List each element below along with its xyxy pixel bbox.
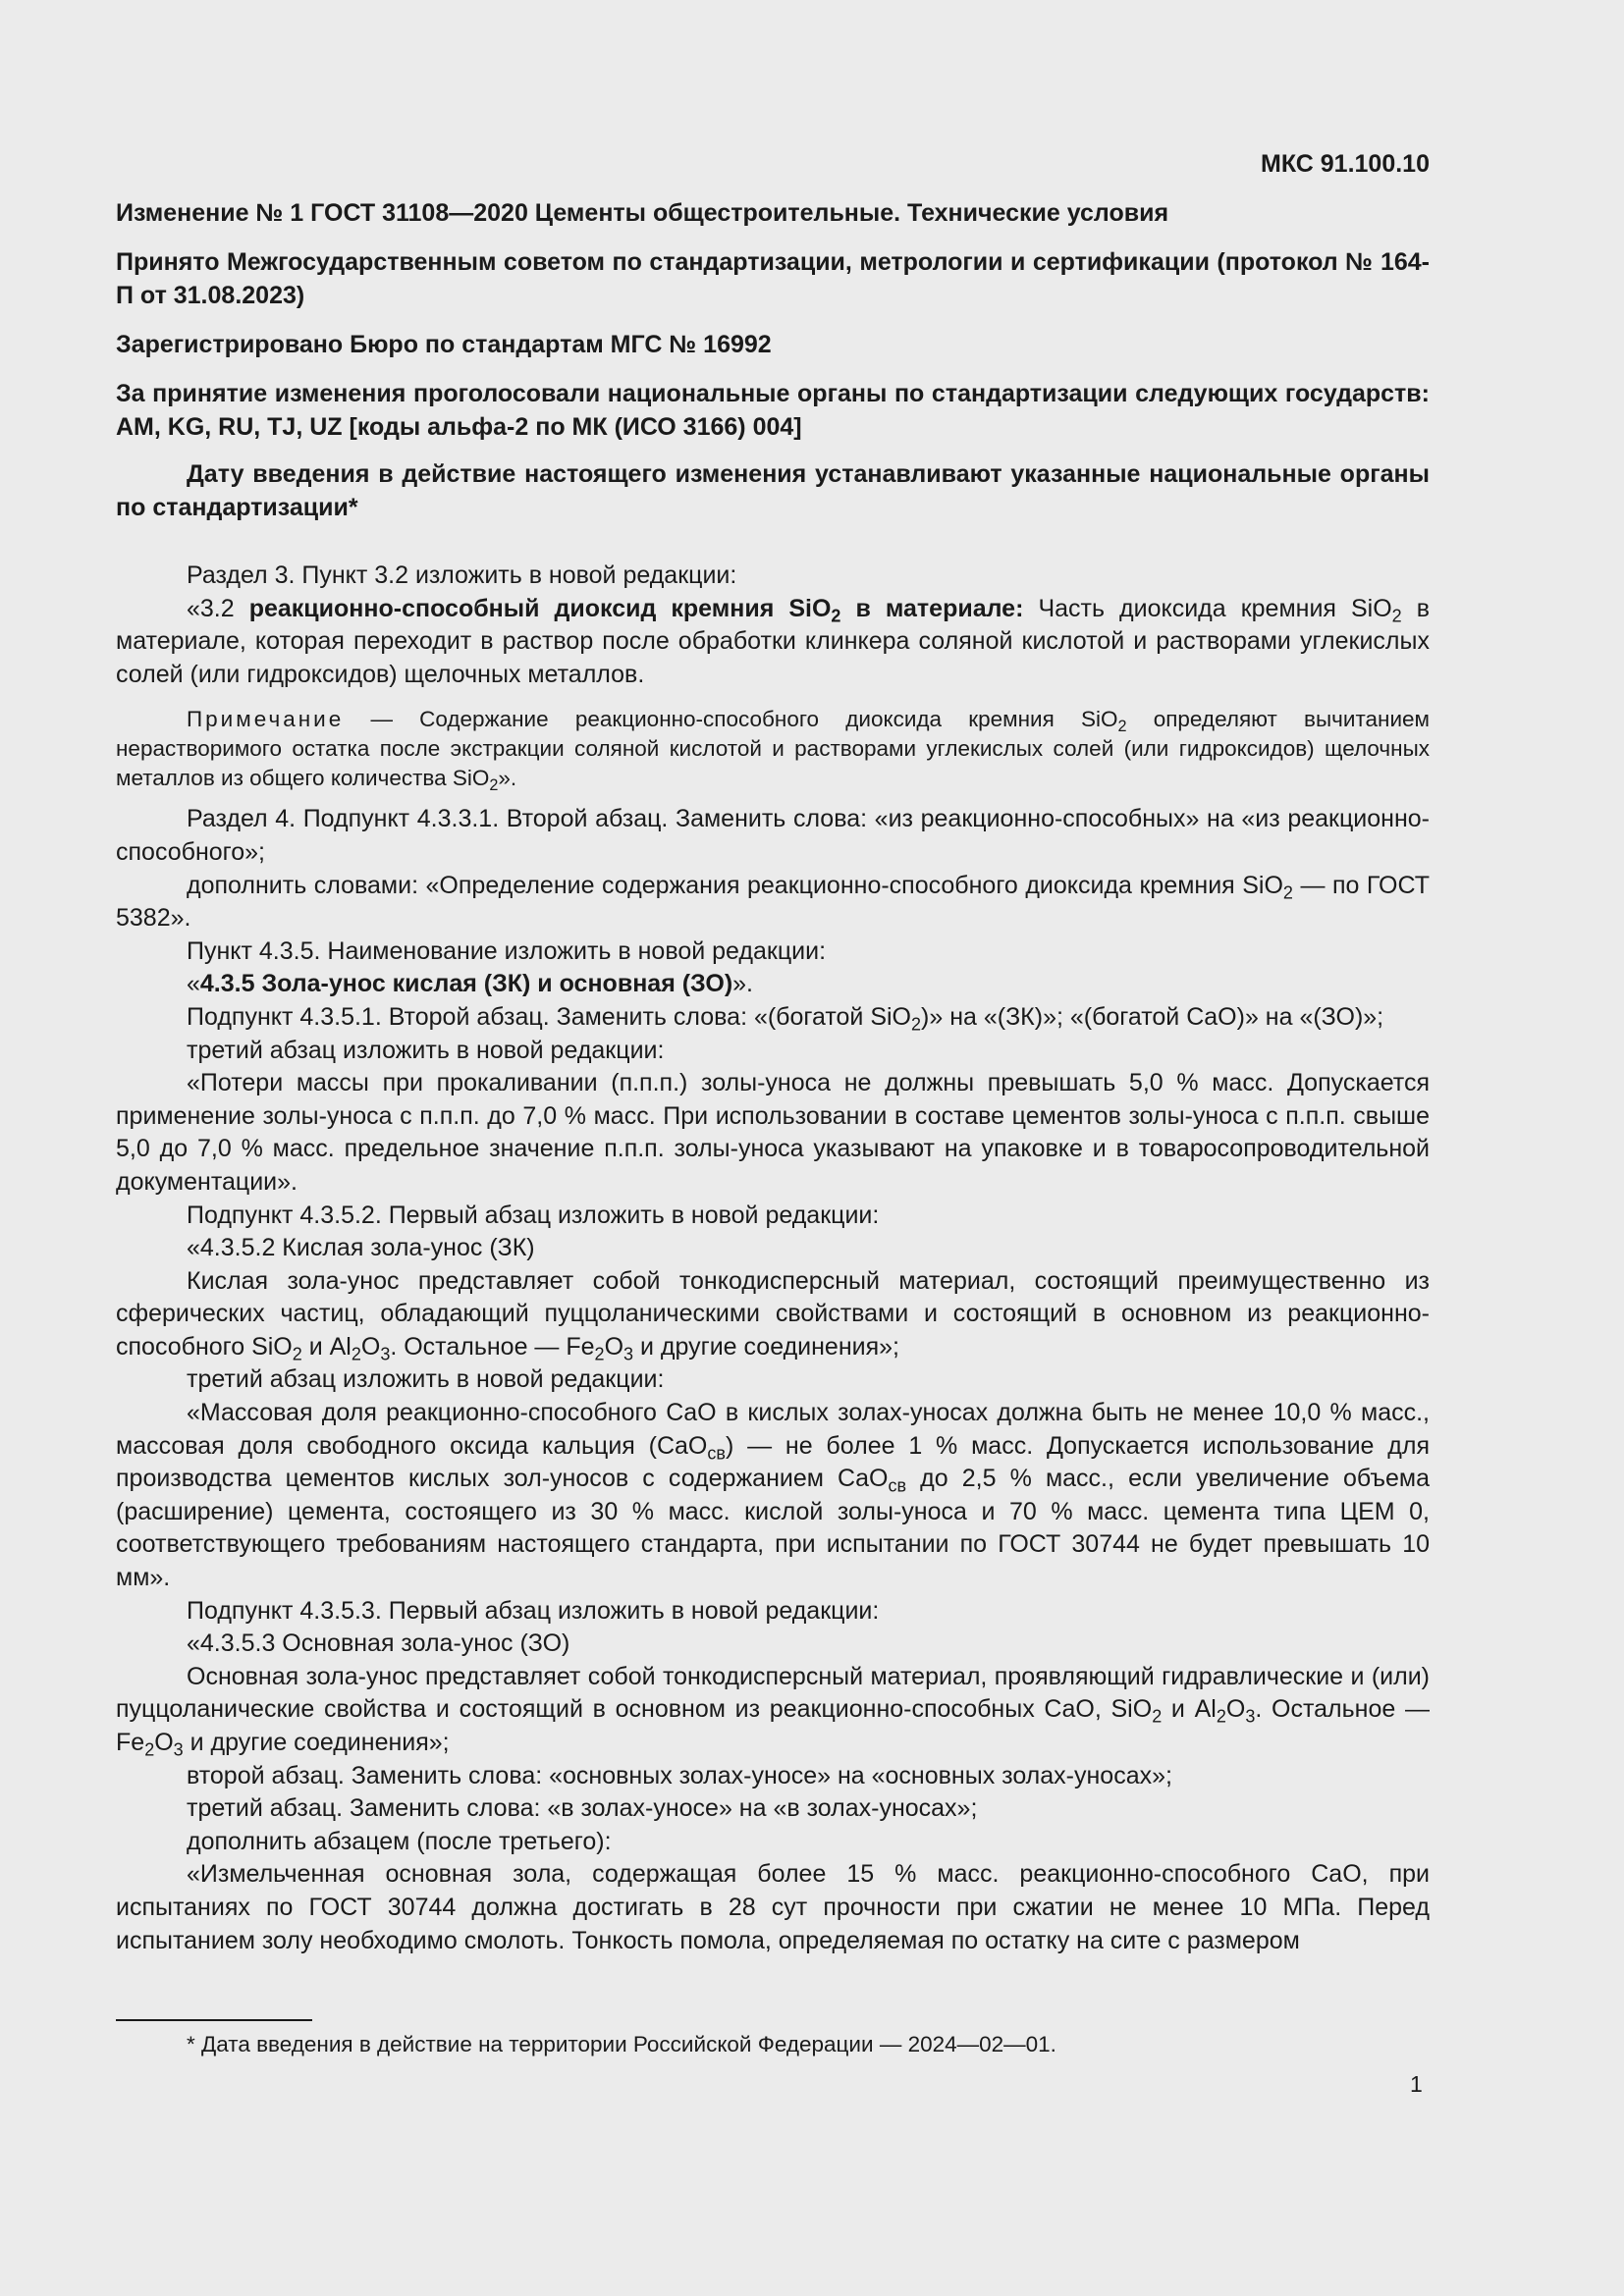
paragraph: Подпункт 4.3.5.2. Первый абзац изложить в новой редакции: xyxy=(187,1201,880,1229)
paragraph: Кислая зола-унос представляет собой тонкодисперсный материал, состоящий преимущественно из сферических частиц, обладающий пуццоланическими свойствами и состоящий в основном из реакционно-способного SiO$_2$ и $Al_2O_3$. Остальное — $Fe_2O_3$ и другие соединения»; xyxy=(116,1266,1430,1364)
paragraph: второй абзац. Заменить слова: «основных золах-уносе» на «основных золах-уносах»; xyxy=(187,1761,1172,1789)
paragraph: третий абзац изложить в новой редакции: xyxy=(187,1365,665,1394)
paragraph: «4.3.5.3 Основная зола-унос (ЗО) xyxy=(187,1629,570,1658)
paragraph: Подпункт 4.3.5.1. Второй абзац. Заменить слова: «(богатой SiO$_2$)» на «(ЗК)»; «(богатой CaO)» на «(ЗО)»; xyxy=(187,1002,1384,1035)
paragraph: третий абзац. Заменить слова: «в золах-уносе» на «в золах-уносах»; xyxy=(187,1794,978,1823)
paragraph: «Массовая доля реакционно-способного CaO в кислых золах-уносах должна быть не менее 10,0 % масс., массовая доля свободного оксида кальция (CaO$_{св}$) — не более 1 % масс. Допускается использование для производства цементов кислых зол-уносов с содержанием CaO$_{св}$ до 2,5 % масс., если увеличение объема (расширение) цемента, состоящего из 30 % масс. кислой золы-уноса и 70 % масс. цемента типа ЦЕМ 0, соответствующего требованиям настоящего стандарта, при испытании по ГОСТ 30744 не будет превышать 10 мм». xyxy=(116,1399,1430,1592)
paragraph: дополнить абзацем (после третьего): xyxy=(187,1827,612,1855)
paragraph: третий абзац изложить в новой редакции: xyxy=(187,1036,665,1064)
paragraph: «4.3.5.2 Кислая зола-унос (ЗК) xyxy=(187,1234,535,1262)
paragraph-definition: «3.2 реакционно-способный диоксид кремния SiO$_2$ в материале: Часть диоксида кремния SiO$_2$ в материале, которая переходит в раствор после обработки клинкера соляной кислотой и растворами углекислых солей (или гидроксидов) щелочных металлов. xyxy=(116,594,1431,688)
mks-code: МКС 91.100.10 xyxy=(1261,150,1430,178)
paragraph: Основная зола-унос представляет собой тонкодисперсный материал, проявляющий гидравлические и (или) пуццоланические свойства и состоящий в основном из реакционно-способных CaO, SiO$_2$ и $Al_2O_3$. Остальное — $Fe_2O_3$ и другие соединения»; xyxy=(116,1662,1430,1760)
registered-statement: Зарегистрировано Бюро по стандартам МГС № 16992 xyxy=(116,331,772,358)
document-body xyxy=(116,560,1430,1957)
footnote-divider xyxy=(116,2019,312,2021)
note-label: Примечание xyxy=(187,707,345,732)
paragraph: «Измельченная основная зола, содержащая более 15 % масс. реакционно-способного CaO, при испытаниях по ГОСТ 30744 должна достигать в 28 сут прочности при сжатии не менее 10 МПа. Перед испытанием золу необходимо смолоть. Тонкость помола, определяемая по остатку на сите с размером xyxy=(116,1860,1430,1954)
footnote: * Дата введения в действие на территории Российской Федерации — 2024—02—01. xyxy=(187,2032,1056,2056)
paragraph: Пункт 4.3.5. Наименование изложить в новой редакции: xyxy=(187,936,827,965)
paragraph: Раздел 4. Подпункт 4.3.3.1. Второй абзац. Заменить слова: «из реакционно-способных» на «из реакционно-способного»; xyxy=(116,805,1430,866)
voted-statement: За принятие изменения проголосовали национальные органы по стандартизации следующих государств: AM, KG, RU, TJ, UZ [коды альфа-2 по МК (ИСО 3166) 004] xyxy=(116,380,1430,441)
paragraph: «Потери массы при прокаливании (п.п.п.) золы-уноса не должны превышать 5,0 % масс. Допускается применение золы-уноса с п.п.п. до 7,0 % масс. При использовании в составе цементов золы-уноса с п.п.п. свыше 5,0 до 7,0 % масс. предельное значение п.п.п. золы-уноса указывают на упаковке и в товаросопроводительной документации». xyxy=(116,1069,1430,1196)
paragraph: Подпункт 4.3.5.3. Первый абзац изложить в новой редакции: xyxy=(187,1596,880,1625)
change-title: Изменение № 1 ГОСТ 31108—2020 Цементы общестроительные. Технические условия xyxy=(116,199,1169,227)
paragraph: дополнить словами: «Определение содержания реакционно-способного диоксида кремния SiO$_2$ — по ГОСТ 5382». xyxy=(116,871,1430,933)
note-paragraph: Примечание — Содержание реакционно-способного диоксида кремния SiO$_2$ определяют вычитанием нерастворимого остатка после экстракции соляной кислотой и растворами углекислых солей (или гидроксидов) щелочных металлов из общего количества SiO$_2$». xyxy=(116,707,1430,795)
adopted-statement: Принято Межгосударственным советом по стандартизации, метрологии и сертификации (протокол № 164-П от 31.08.2023) xyxy=(116,248,1430,309)
paragraph: «4.3.5 Зола-унос кислая (ЗК) и основная (ЗО)». xyxy=(187,970,754,998)
page-number: 1 xyxy=(1410,2071,1423,2097)
date-intro-statement: Дату введения в действие настоящего изменения устанавливают указанные национальные органы по стандартизации* xyxy=(116,460,1430,521)
paragraph: Раздел 3. Пункт 3.2 изложить в новой редакции: xyxy=(187,561,737,589)
